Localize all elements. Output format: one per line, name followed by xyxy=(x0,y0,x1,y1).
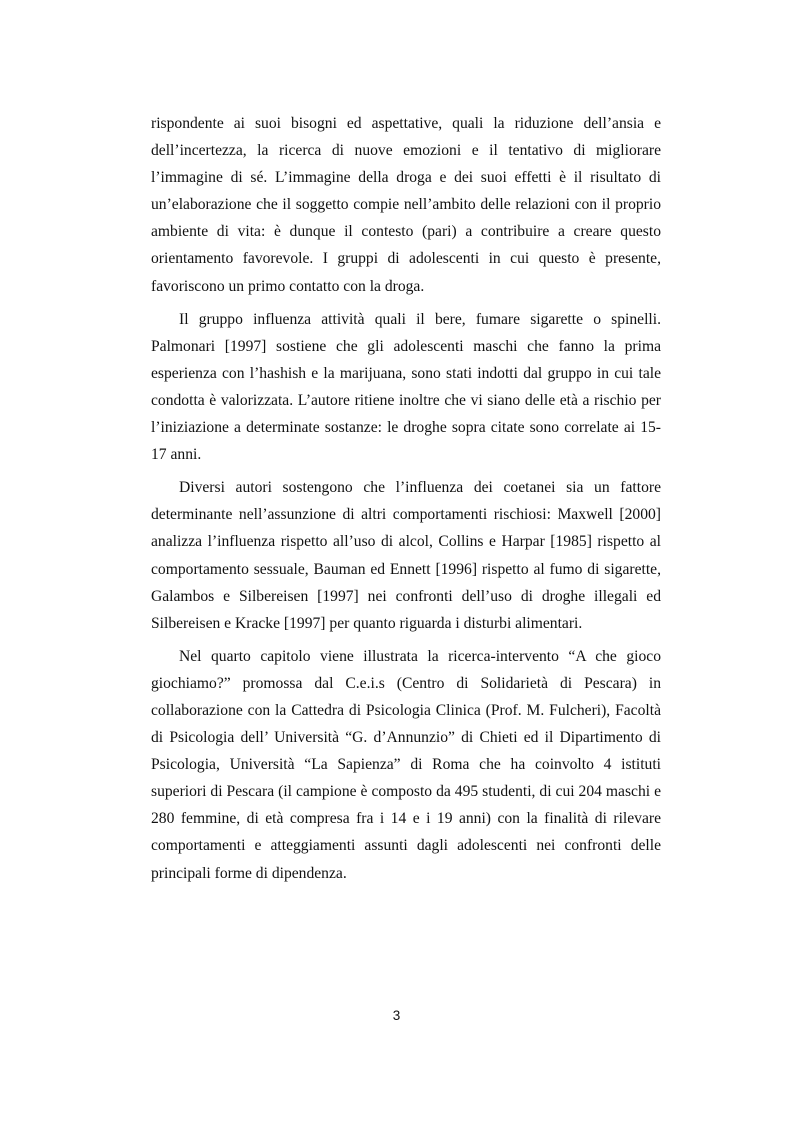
paragraph-group-influence: Il gruppo influenza attività quali il bere, fumare sigarette o spinelli. Palmonari [1997] sostiene che gli adolescenti maschi che fanno la prima esperienza con l’hashish e la marijuana, sono stati indotti dal gruppo in cui tale condotta è valorizzata. L’autore ritiene inoltre che vi siano delle età a rischio per l’iniziazione a determinate sostanze: le droghe sopra citate sono correlate ai 15-17 anni. xyxy=(151,310,661,464)
paragraph-fourth-chapter: Nel quarto capitolo viene illustrata la ricerca-intervento “A che gioco giochiamo?” promossa dal C.e.i.s (Centro di Solidarietà di Pescara) in collaborazione con la Cattedra di Psicologia Clinica (Prof. M. Fulcheri), Facoltà di Psicologia dell’ Università “G. d’Annunzio” di Chieti ed il Dipartimento di Psicologia, Università “La Sapienza” di Roma che ha coinvolto 4 istituti superiori di Pescara (il campione è composto da 495 studenti, di cui 204 maschi e 280 femmine, di età compresa fra i 14 e i 19 anni) con la finalità di rilevare comportamenti e atteggiamenti assunti dagli adolescenti nei confronti delle principali forme di dipendenza. xyxy=(151,647,661,882)
paragraph-continuation: rispondente ai suoi bisogni ed aspettative, quali la riduzione dell’ansia e dell’incertezza, la ricerca di nuove emozioni e il tentativo di migliorare l’immagine di sé. L’immagine della droga e dei suoi effetti è il risultato di un’elaborazione che il soggetto compie nell’ambito delle relazioni con il proprio ambiente di vita: è dunque il contesto (pari) a contribuire a creare questo orientamento favorevole. I gruppi di adolescenti in cui questo è presente, favoriscono un primo contatto con la droga. xyxy=(151,115,661,295)
paragraph-peer-influence: Diversi autori sostengono che l’influenza dei coetanei sia un fattore determinante nell’assunzione di altri comportamenti rischiosi: Maxwell [2000] analizza l’influenza rispetto all’uso di alcol, Collins e Harpar [1985] rispetto al comportamento sessuale, Bauman ed Ennett [1996] rispetto al fumo di sigarette, Galambos e Silbereisen [1997] nei confronti dell’uso di droghe illegali ed Silbereisen e Kracke [1997] per quanto riguarda i disturbi alimentari. xyxy=(151,479,661,632)
body-text xyxy=(151,110,661,893)
page-number: 3 xyxy=(392,1008,401,1023)
